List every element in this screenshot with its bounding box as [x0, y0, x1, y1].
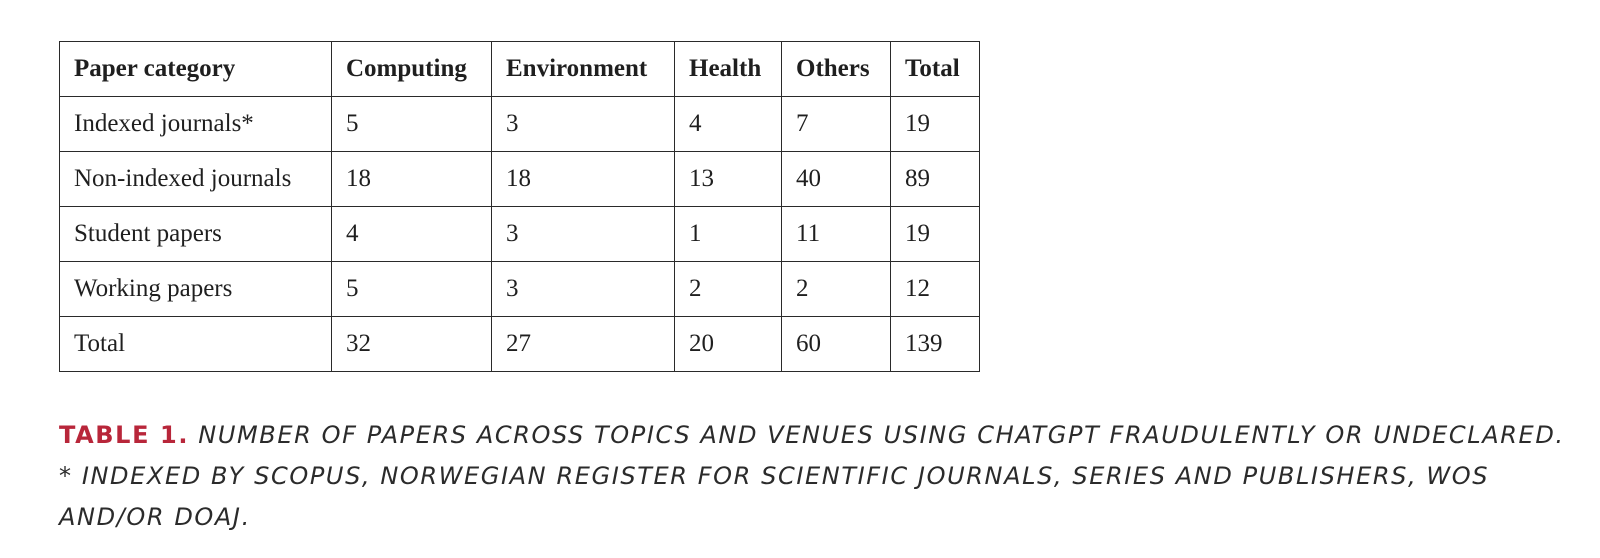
table-cell: 18 — [492, 152, 675, 207]
table-cell: 1 — [675, 207, 782, 262]
table-cell: 19 — [891, 97, 980, 152]
table-cell: 27 — [492, 317, 675, 372]
table-row — [60, 152, 980, 207]
table-body — [60, 97, 980, 372]
table-cell: 11 — [782, 207, 891, 262]
table-cell: 18 — [332, 152, 492, 207]
table-cell: 60 — [782, 317, 891, 372]
table-cell: 4 — [675, 97, 782, 152]
papers-table — [59, 41, 980, 372]
table-row — [60, 207, 980, 262]
header-others: Others — [782, 42, 891, 97]
caption-text: NUMBER OF PAPERS ACROSS TOPICS AND VENUES USING CHATGPT FRAUDULENTLY OR UNDECLARED. * INDEXED BY SCOPUS, NORWEGIAN REGISTER FOR SCIENTIFIC JOURNALS, SERIES AND PUBLISHERS, WOS AND/OR DOAJ. — [59, 421, 1565, 531]
table-header-row — [60, 42, 980, 97]
table-cell: 19 — [891, 207, 980, 262]
table-cell: 32 — [332, 317, 492, 372]
table-cell: 139 — [891, 317, 980, 372]
table-caption — [59, 415, 1579, 538]
header-total: Total — [891, 42, 980, 97]
table-cell: 4 — [332, 207, 492, 262]
table-cell: 12 — [891, 262, 980, 317]
table-cell: 7 — [782, 97, 891, 152]
table-cell: 5 — [332, 262, 492, 317]
table-cell: 20 — [675, 317, 782, 372]
header-computing: Computing — [332, 42, 492, 97]
table-row — [60, 97, 980, 152]
table-cell: 3 — [492, 207, 675, 262]
table-cell: 89 — [891, 152, 980, 207]
row-label-cell: Student papers — [60, 207, 332, 262]
header-health: Health — [675, 42, 782, 97]
caption-label: TABLE 1. — [59, 421, 190, 449]
table-cell: 40 — [782, 152, 891, 207]
row-label-cell: Indexed journals* — [60, 97, 332, 152]
table-row — [60, 262, 980, 317]
header-paper-category: Paper category — [60, 42, 332, 97]
table-cell: 2 — [675, 262, 782, 317]
table-head — [60, 42, 980, 97]
row-label-cell: Working papers — [60, 262, 332, 317]
table-cell: 2 — [782, 262, 891, 317]
header-environment: Environment — [492, 42, 675, 97]
table-row-total — [60, 317, 980, 372]
table-cell: 5 — [332, 97, 492, 152]
table-cell: 13 — [675, 152, 782, 207]
table-cell: 3 — [492, 97, 675, 152]
table-cell: 3 — [492, 262, 675, 317]
row-label-cell: Non-indexed journals — [60, 152, 332, 207]
row-label-cell: Total — [60, 317, 332, 372]
